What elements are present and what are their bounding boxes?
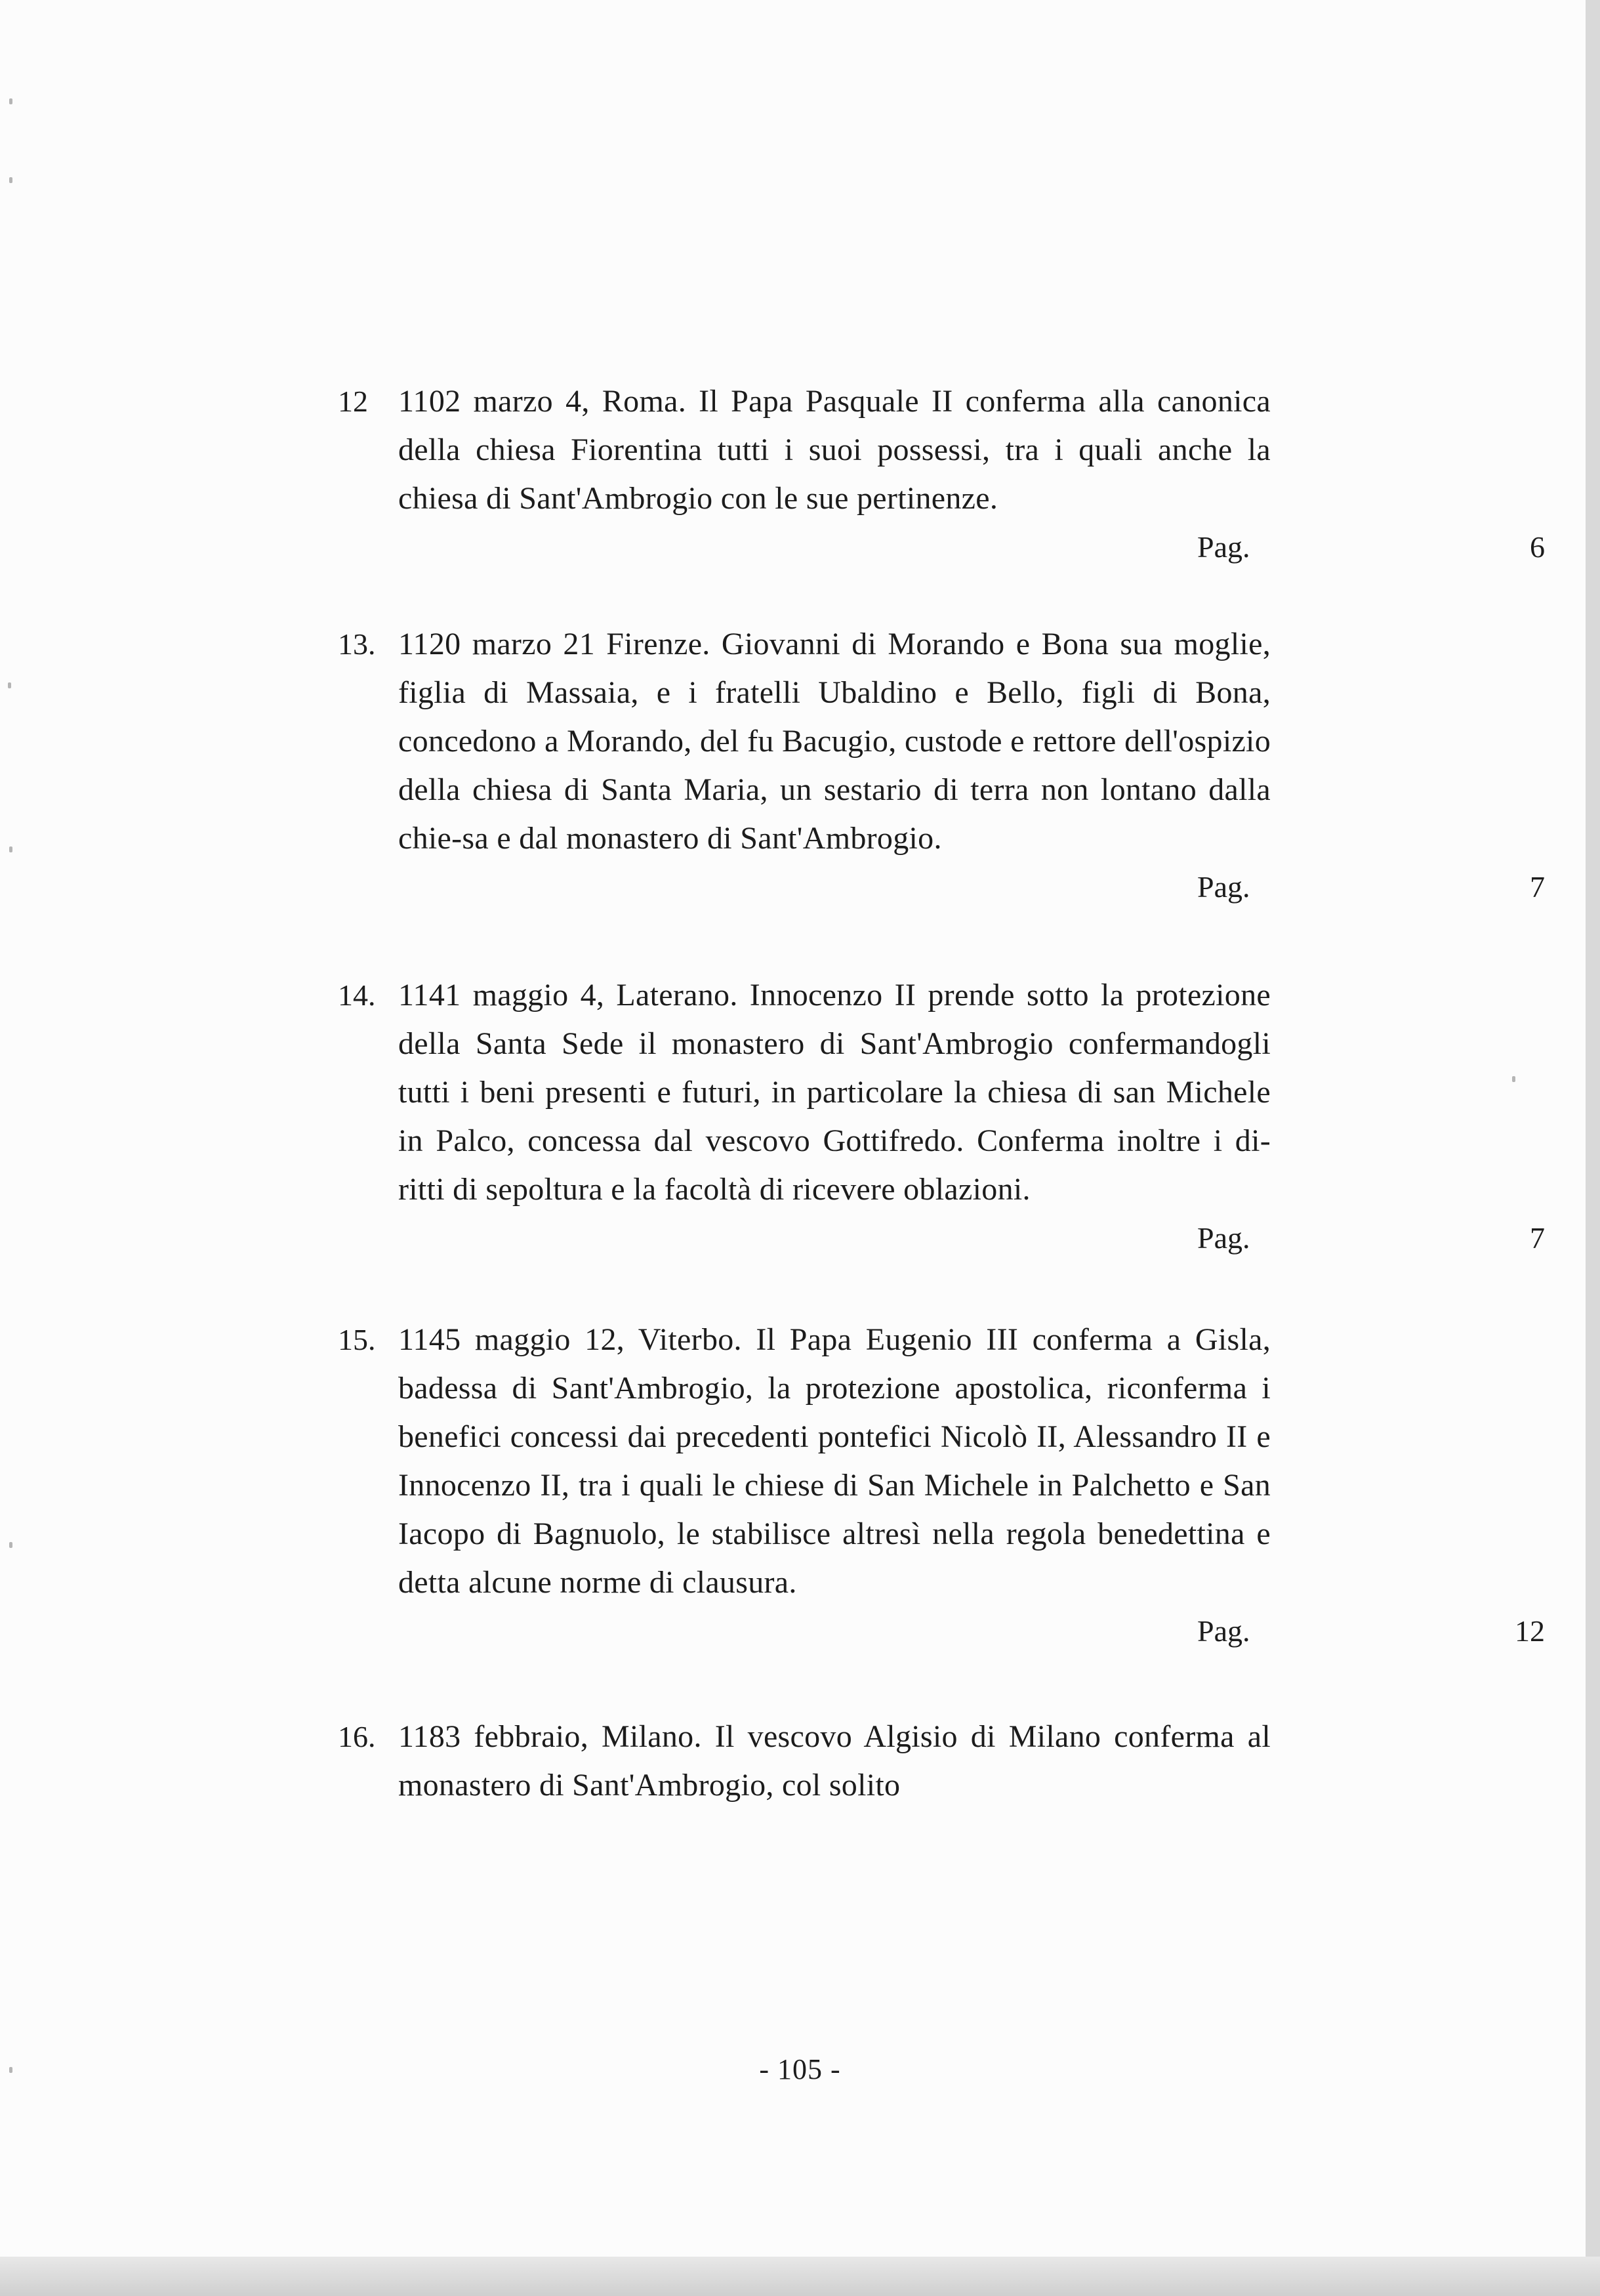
page-reference-number: 7 — [1530, 870, 1545, 904]
page-reference-label: Pag. — [1197, 530, 1250, 564]
page-reference-label: Pag. — [1197, 1614, 1250, 1648]
page-reference-label: Pag. — [1197, 1221, 1250, 1255]
entry-number: 15. — [338, 1323, 376, 1356]
page-number: - 105 - — [759, 2053, 841, 2085]
scan-edge-right — [1586, 0, 1600, 2257]
entry-number: 14. — [338, 978, 376, 1012]
page-reference-number: 7 — [1530, 1221, 1545, 1255]
page-reference-label: Pag. — [1197, 870, 1250, 904]
scan-speck — [1512, 1076, 1515, 1082]
entry-text: 1141 maggio 4, Laterano. Innocenzo II prende sotto la protezione della Santa Sede il monastero di Sant'Ambrogio confermandogli tutti i beni presenti e futuri, in particolare la chiesa di san Michele in Palco, concessa dal vescovo Gottifredo. Conferma inoltre i di-ritti di sepoltura e la facoltà di ricevere oblazioni. — [398, 978, 1271, 1207]
scan-speck — [9, 846, 12, 852]
scan-speck — [9, 177, 12, 183]
scan-speck — [8, 682, 11, 688]
entry-text: 1102 marzo 4, Roma. Il Papa Pasquale II conferma alla canonica della chiesa Fiorentina tutti i suoi possessi, tra i quali anche la chiesa di Sant'Ambrogio con le sue pertinenze. — [398, 384, 1271, 516]
entry-text: 1183 febbraio, Milano. Il vescovo Algisio di Milano conferma al monastero di Sant'Ambrogio, col solito — [398, 1719, 1271, 1803]
scan-speck — [9, 98, 12, 104]
entry-number: 12 — [338, 385, 368, 418]
entry-text: 1145 maggio 12, Viterbo. Il Papa Eugenio III conferma a Gisla, badessa di Sant'Ambrogio, la protezione apostolica, riconferma i benefici concessi dai precedenti pontefici Nicolò II, Alessandro II e Innocenzo II, tra i quali le chiese di San Michele in Palchetto e San Iacopo di Bagnuolo, le stabilisce altresì nella regola benedettina e detta alcune norme di clausura. — [398, 1322, 1271, 1600]
scan-edge-bottom — [0, 2257, 1600, 2296]
page-reference-number: 6 — [1530, 530, 1545, 564]
scan-speck — [9, 1542, 12, 1548]
entry-number: 16. — [338, 1720, 376, 1753]
scan-speck — [9, 2067, 12, 2073]
entry-text: 1120 marzo 21 Firenze. Giovanni di Morando e Bona sua moglie, figlia di Massaia, e i fratelli Ubaldino e Bello, figli di Bona, concedono a Morando, del fu Bacugio, custode e rettore dell'ospizio della chiesa di Santa Maria, un sestario di terra non lontano dalla chie-sa e dal monastero di Sant'Ambrogio. — [398, 627, 1271, 856]
entry-number: 13. — [338, 627, 376, 661]
page-reference-number: 12 — [1515, 1614, 1545, 1648]
